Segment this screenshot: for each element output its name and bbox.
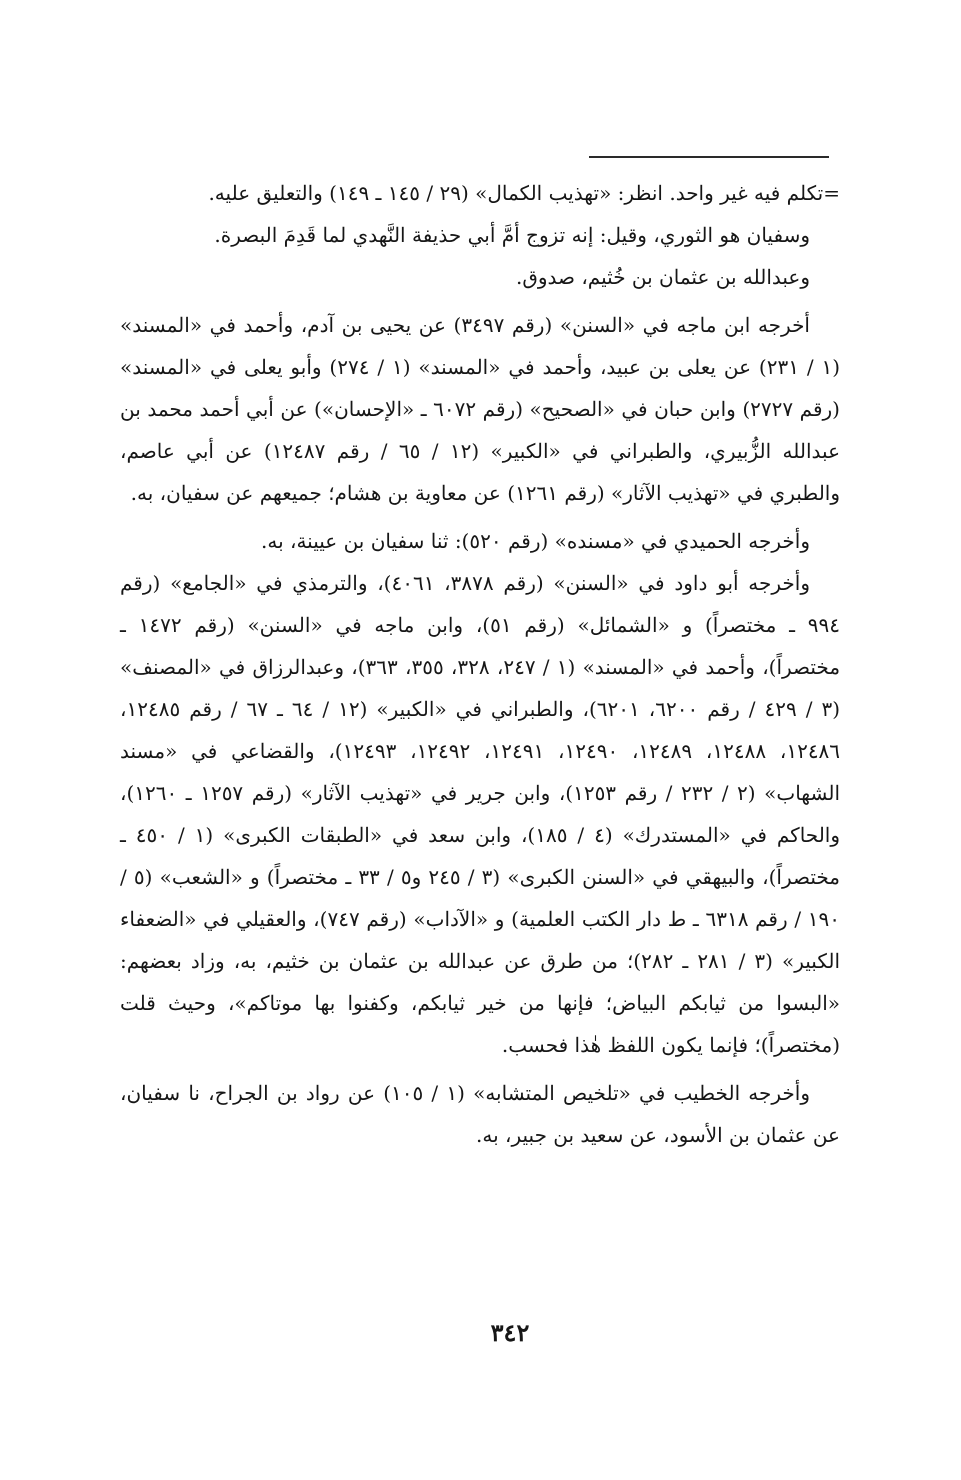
page-number: ٣٤٢ xyxy=(490,1318,530,1347)
footnote-paragraph: أخرجه ابن ماجه في «السنن» (رقم ٣٤٩٧) عن يحيى بن آدم، وأحمد في «المسند» (١ / ٢٣١) عن يعلى بن عبيد، وأحمد في «المسند» (١ / ٢٧٤) وأبو يعلى في «المسند» (رقم ٢٧٢٧) وابن حبان في «الصحيح» (رقم ٦٠٧٢ ـ «الإحسان») عن أبي أحمد محمد بن عبدالله الزُّبيري، والطبراني في «الكبير» (١٢ / ٦٥ / رقم ١٢٤٨٧) عن أبي عاصم، والطبري في «تهذيب الآثار» (رقم ١٢٦١) عن معاوية بن هشام؛ جميعهم عن سفيان، به. xyxy=(120,313,841,505)
footnote-paragraph: =تكلم فيه غير واحد. انظر: «تهذيب الكمال» (٢٩ / ١٤٥ ـ ١٤٩) والتعليق عليه. xyxy=(208,181,840,205)
footnote-paragraph: وأخرجه أبو داود في «السنن» (رقم ٣٨٧٨، ٤٠٦١)، والترمذي في «الجامع» (رقم ٩٩٤ ـ مختصراً) و «الشمائل» (رقم ٥١)، وابن ماجه في «السنن» (رقم ١٤٧٢ ـ مختصراً)، وأحمد في «المسند» (١ / ٢٤٧، ٣٢٨، ٣٥٥، ٣٦٣)، وعبدالرزاق في «المصنف» (٣ / ٤٢٩ / رقم ٦٢٠٠، ٦٢٠١)، والطبراني في «الكبير» (١٢ / ٦٤ ـ ٦٧ / رقم ١٢٤٨٥، ١٢٤٨٦، ١٢٤٨٨، ١٢٤٨٩، ١٢٤٩٠، ١٢٤٩١، ١٢٤٩٢، ١٢٤٩٣)، والقضاعي في «مسند الشهاب» (٢ / ٢٣٢ / رقم ١٢٥٣)، وابن جرير في «تهذيب الآثار» (رقم ١٢٥٧ ـ ١٢٦٠)، والحاكم في «المستدرك» (٤ / ١٨٥)، وابن سعد في «الطبقات الكبرى» (١ / ٤٥٠ ـ مختصراً)، والبيهقي في «السنن الكبرى» (٣ / ٢٤٥ و٥ / ٣٣ ـ مختصراً) و «الشعب» (٥ / ١٩٠ / رقم ٦٣١٨ ـ ط دار الكتب العلمية) و «الآداب» (رقم ٧٤٧)، والعقيلي في «الضعفاء الكبير» (٣ / ٢٨١ ـ ٢٨٢)؛ من طرق عن عبدالله بن عثمان بن خثيم، به، وزاد بعضهم: «البسوا من ثيابكم البياض؛ فإنها من خير ثيابكم، وكفنوا بها موتاكم»، وحيث قلت (مختصراً)؛ فإنما يكون اللفظ هٰذا فحسب. xyxy=(120,571,841,1057)
footnote-paragraph: وسفيان هو الثوري، وقيل: إنه تزوج أمَّ أبي حذيفة النَّهدي لما قَدِمَ البصرة. xyxy=(214,223,810,247)
footnote-paragraph: وأخرجه الحميدي في «مسنده» (رقم ٥٢٠): ثنا سفيان بن عيينة، به. xyxy=(260,529,810,553)
footnote-separator-line xyxy=(589,156,829,158)
footnote-paragraph: وعبدالله بن عثمان بن خُثيم، صدوق. xyxy=(515,265,810,289)
footnote-paragraph: وأخرجه الخطيب في «تلخيص المتشابه» (١ / ١٠٥) عن رواد بن الجراح، نا سفيان، عن عثمان بن الأسود، عن سعيد بن جبير، به. xyxy=(120,1081,840,1147)
footnotes-block xyxy=(120,172,840,1156)
